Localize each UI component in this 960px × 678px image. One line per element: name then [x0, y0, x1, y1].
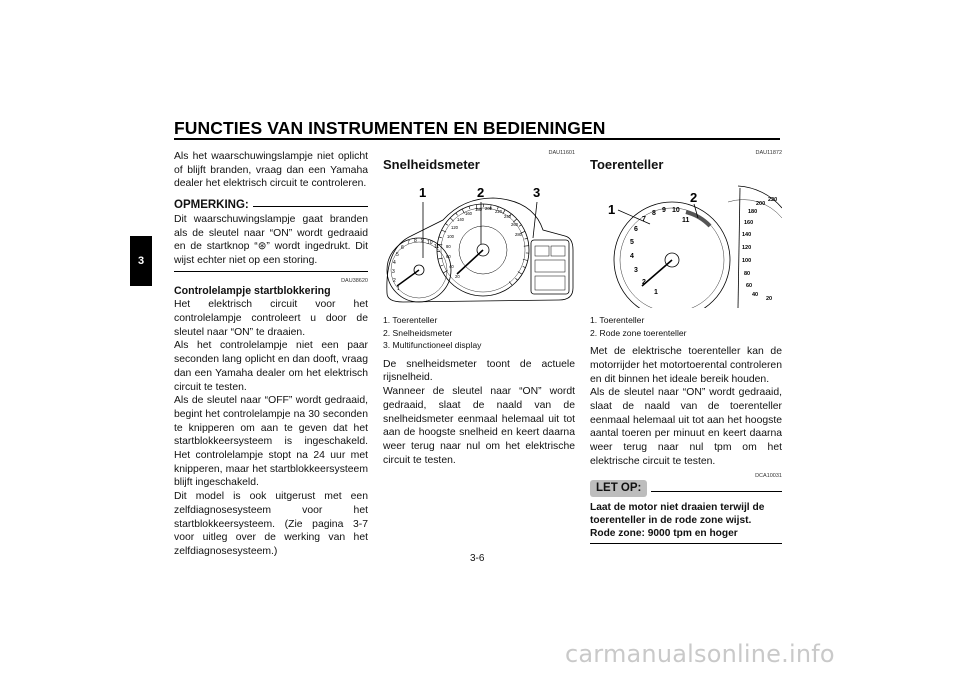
tacho-tick-label: 4 — [393, 260, 396, 266]
speedo-tick-label: 180 — [475, 207, 482, 212]
caution-header — [590, 480, 782, 498]
callout-2: 2 — [477, 185, 485, 200]
speedo-tick-mark — [439, 237, 442, 238]
tachometer-captions — [590, 314, 782, 339]
speedo-tick-label: 20 — [766, 296, 773, 302]
title-rule — [174, 138, 780, 140]
tacho-tick-label: 3 — [634, 267, 638, 274]
speedo-tick-label: 260 — [511, 222, 518, 227]
tacho-tick-label: 8 — [652, 210, 656, 217]
speedo-tick-mark — [519, 225, 522, 227]
tacho-tick-label: 10 — [672, 207, 680, 214]
note-rule — [253, 206, 368, 207]
speedo-tick-mark — [456, 213, 458, 215]
note-header — [174, 199, 368, 213]
watermark: carmanualsonline.info — [565, 640, 835, 668]
caption-item: 2. Rode zone toerenteller — [590, 327, 687, 338]
tachometer-para-1: Met de elektrische toerenteller kan de motorrijder het motortoerental controleren en dit binnen het ideale bereik houden. — [590, 346, 782, 385]
speedo-tick-mark — [445, 224, 447, 226]
tacho-tick-label: 11 — [434, 244, 440, 250]
tacho-tick-label: 10 — [427, 240, 433, 246]
speedo-tick-mark — [509, 282, 512, 286]
caution-label: LET OP: — [590, 480, 647, 498]
speedo-tick-label: 140 — [742, 232, 752, 238]
section-code: DAU11601 — [548, 150, 575, 156]
speedometer-figure — [383, 178, 575, 308]
speedo-tick-label: 40 — [449, 264, 454, 269]
speedo-tick-mark — [450, 218, 454, 221]
speedo-tick-mark — [440, 265, 443, 266]
intro-paragraph: Als het waarschuwingslampje niet oplicht of blijft branden, vraag dan een Yamaha dealer het elektrisch circuit te controleren. — [174, 151, 368, 190]
speedo-tick-label: 200 — [485, 206, 492, 211]
caption-item: 3. Multifunctioneel display — [383, 340, 482, 351]
immobilizer-para-3: Als de sleutel naar “OFF” wordt gedraaid, begint het controlelampje na 30 seconden te knipperen om aan te geven dat het startblokkeersysteem is ingeschakeld. Het controlelampje stopt na 24 uur met knipperen, maar het startblokkeersysteem blijft ingeschakeld. — [174, 395, 368, 489]
speedo-tick-label: 240 — [504, 214, 511, 219]
speedo-tick-mark — [518, 272, 522, 275]
note-label: OPMERKING: — [174, 199, 249, 212]
tacho-tick-label: 1 — [654, 289, 658, 296]
tacho-tick-label: 9 — [421, 238, 424, 244]
caution-code: DCA10031 — [755, 472, 782, 479]
callout-2: 2 — [690, 190, 698, 205]
speedometer-para-2: Wanneer de sleutel naar “ON” wordt gedraaid, slaat de naald van de snelheidsmeter eenmaal helemaal uit tot aan de hoogste snelheid en keert daarna weer terug naar nul om het elektrische circuit te testen. — [383, 386, 575, 466]
page-number: 3-6 — [470, 553, 485, 564]
speedo-tick-label: 140 — [457, 217, 464, 222]
tacho-tick-label: 2 — [642, 279, 646, 286]
callout-3: 3 — [533, 185, 541, 200]
immobilizer-para-1: Het elektrisch circuit voor het controlelampje controleert u door de sleutel naar “ON” te draaien. — [174, 299, 368, 338]
speedo-tick-label: 160 — [465, 211, 472, 216]
speedo-tick-label: 220 — [495, 209, 502, 214]
caption-item: 1. Toerenteller — [383, 315, 438, 325]
caution-bottom-rule — [590, 543, 782, 544]
speedo-tick-label: 20 — [455, 274, 460, 279]
immobilizer-para-2: Als het controlelampje niet een paar seconden lang oplicht en dan dooft, vraag dan een Yamaha dealer om het elektrisch circuit te testen. — [174, 340, 368, 393]
speedo-tick-label: 200 — [756, 201, 766, 207]
tachometer-para-2: Als de sleutel naar “ON” wordt gedraaid, slaat de naald van de toerenteller eenmaal helemaal uit tot aan het hoogste aantal toeren per minuut en keert daarna weer terug naar nul tpm om het elektrische circuit te testen. — [590, 387, 782, 467]
speedo-tick-label: 100 — [742, 258, 752, 264]
speedo-tick-mark — [523, 266, 526, 267]
speedo-tick-mark — [515, 278, 517, 280]
tacho-tick-label: 9 — [662, 207, 666, 214]
caption-item: 1. Toerenteller — [590, 315, 645, 325]
note-text: Dit waarschuwingslampje gaat branden als de sleutel naar “ON” wordt gedraaid en de startknop “⊛” wordt ingedrukt. Dit wijst echter niet op een storing. — [174, 213, 368, 266]
speedo-tick-mark — [469, 206, 470, 209]
tacho-tick-label: 2 — [393, 278, 396, 284]
column-1 — [174, 150, 368, 559]
caution-rule — [651, 491, 782, 492]
tacho-tick-label: 6 — [401, 245, 404, 251]
column-3 — [590, 150, 782, 544]
tacho-tick-label: 6 — [634, 226, 638, 233]
speedo-tick-label: 280 — [515, 232, 522, 237]
tachometer-figure — [590, 178, 782, 308]
page-title: FUNCTIES VAN INSTRUMENTEN EN BEDIENINGEN — [174, 118, 606, 138]
section-code: DAU11872 — [755, 150, 782, 156]
speedo-tick-label: 60 — [446, 254, 451, 259]
caption-item: 2. Snelheidsmeter — [383, 327, 453, 338]
tacho-tick-label: 11 — [682, 217, 690, 224]
speedo-tick-label: 40 — [752, 292, 759, 298]
tacho-tick-label: 5 — [630, 239, 634, 246]
caution-redzone: Rode zone: 9000 tpm en hoger — [590, 528, 738, 540]
speedo-tick-label: 100 — [447, 234, 454, 239]
caution-text: Laat de motor niet draaien terwijl de toerenteller in de rode zone wijst. — [590, 502, 765, 527]
speedo-tick-label: 180 — [748, 209, 758, 215]
note-bottom-rule — [174, 271, 368, 272]
tacho-tick-label: 5 — [396, 252, 399, 258]
speedometer-captions — [383, 314, 575, 352]
immobilizer-heading: Controlelampje startblokkering — [174, 284, 331, 297]
tacho-tick-label: 1 — [397, 286, 400, 292]
speedo-tick-label: 120 — [742, 245, 752, 251]
speedo-tick-label: 80 — [446, 244, 451, 249]
speedo-tick-mark — [525, 238, 528, 239]
callout-1: 1 — [608, 202, 616, 217]
speedometer-heading: Snelheidsmeter — [383, 157, 480, 172]
column-2 — [383, 150, 575, 467]
tacho-tick-label: 8 — [414, 238, 417, 244]
tacho-tick-label: 7 — [642, 216, 646, 223]
tacho-tick-label: 3 — [392, 269, 395, 275]
immobilizer-para-4: Dit model is ook uitgerust met een zelfdiagnosesysteem voor het startblokkeersysteem. (Zie pagina 3-7 voor uitleg over de werking van het zelfdiagnosesysteem.) — [174, 491, 368, 557]
section-code: DAU38620 — [341, 277, 368, 284]
speedo-tick-label: 60 — [746, 283, 753, 289]
speedometer-para-1: De snelheidsmeter toont de actuele rijsnelheid. — [383, 358, 575, 384]
speedo-tick-label: 160 — [744, 220, 754, 226]
tacho-tick-label: 7 — [407, 240, 410, 246]
speedo-tick-label: 220 — [768, 197, 778, 203]
callout-1: 1 — [419, 185, 427, 200]
tachometer-heading: Toerenteller — [590, 157, 664, 172]
chapter-tab: 3 — [130, 236, 152, 286]
speedo-tick-label: 120 — [451, 225, 458, 230]
speedo-tick-label: 80 — [744, 271, 751, 277]
tacho-tick-label: 4 — [630, 253, 634, 260]
